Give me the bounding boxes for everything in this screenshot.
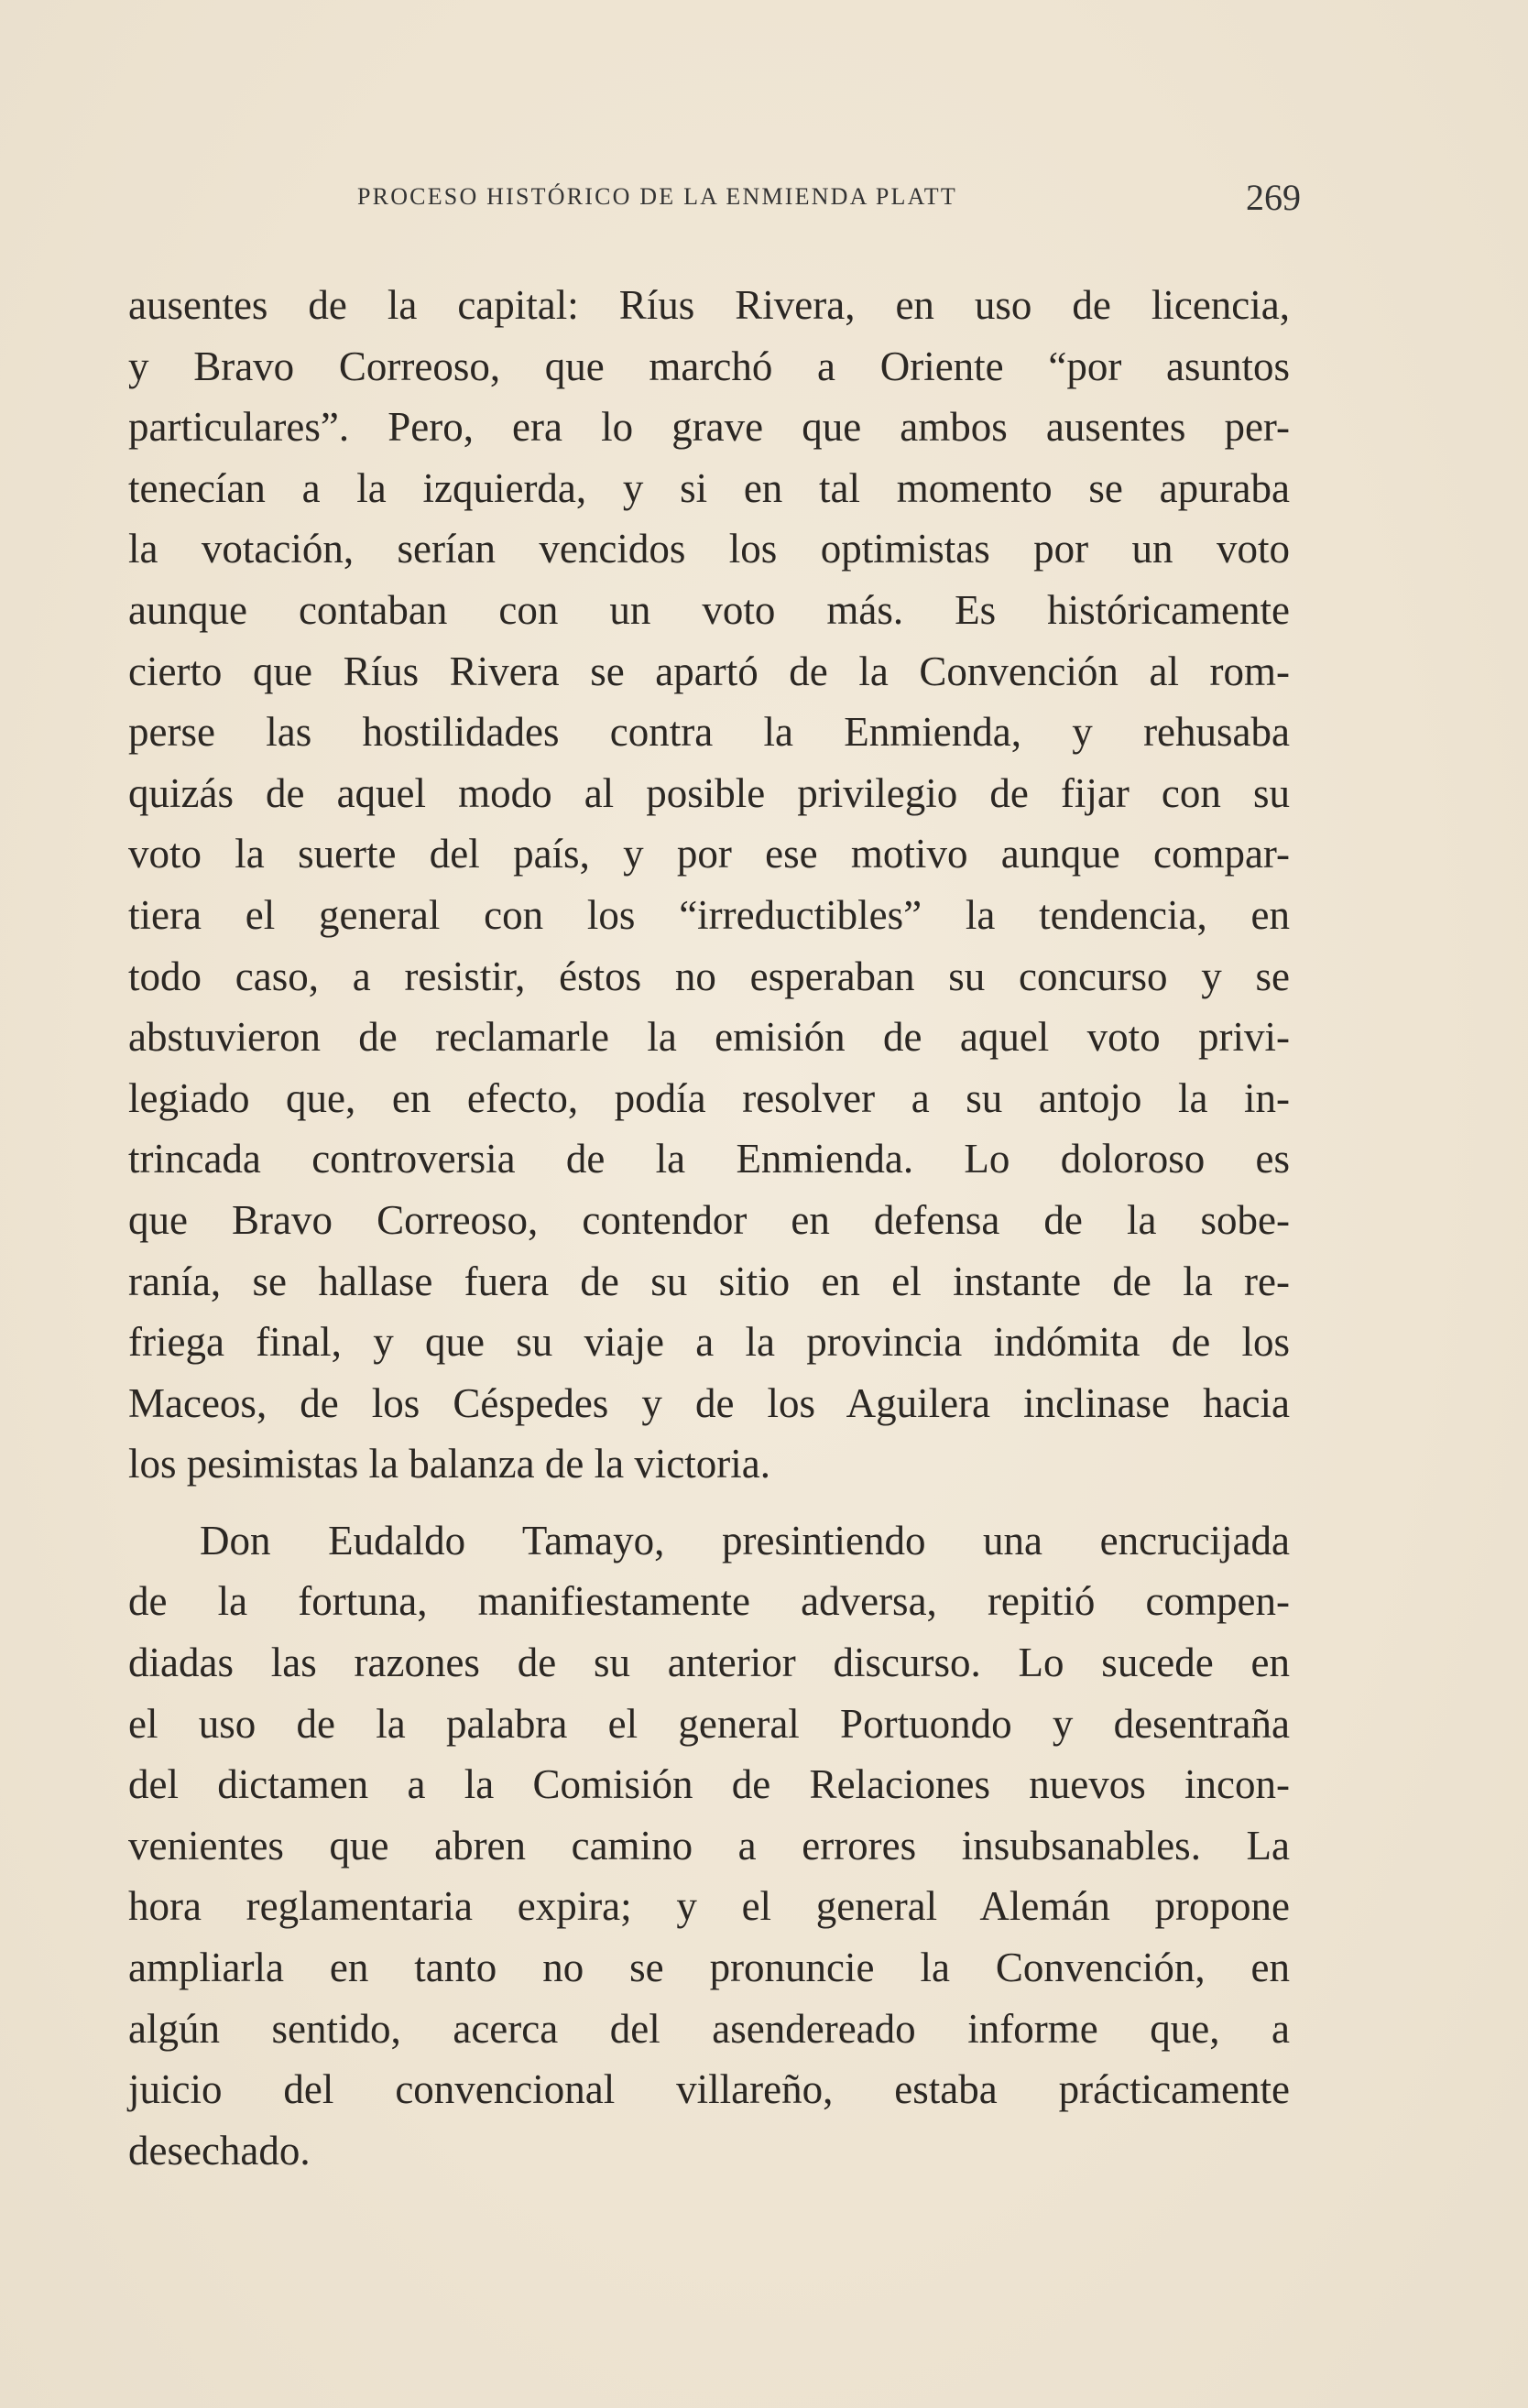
text-line: legiado que, en efecto, podía resolver a su antojo la in- [128, 1074, 1290, 1121]
text-line: abstuvieron de reclamarle la emisión de aquel voto privi- [128, 1014, 1290, 1061]
text-line: diadas las razones de su anterior discurso. Lo sucede en [128, 1640, 1290, 1686]
text-line: trincada controversia de la Enmienda. Lo doloroso es [128, 1136, 1290, 1182]
text-line: ausentes de la capital: Ríus Rivera, en uso de licencia, [128, 282, 1290, 328]
text-line: desechado. [128, 2127, 311, 2174]
text-line: algún sentido, acerca del asendereado informe que, a [128, 2005, 1290, 2052]
body-text [128, 275, 1290, 2181]
text-line: quizás de aquel modo al posible privilegio de fijar con su [128, 769, 1290, 816]
text-line: voto la suerte del país, y por ese motivo aunque compar- [128, 831, 1290, 877]
page-number: 269 [1246, 177, 1301, 218]
text-line: aunque contaban con un voto más. Es históricamente [128, 586, 1290, 633]
text-line: de la fortuna, manifiestamente adversa, repitió compen- [128, 1578, 1290, 1625]
text-line: tiera el general con los “irreductibles” la tendencia, en [128, 891, 1290, 938]
text-line: y Bravo Correoso, que marchó a Oriente “por asuntos [128, 343, 1290, 389]
text-line: cierto que Ríus Rivera se apartó de la Convención al rom- [128, 648, 1290, 694]
text-line: que Bravo Correoso, contendor en defensa de la sobe- [128, 1196, 1290, 1243]
text-line: venientes que abren camino a errores insubsanables. La [128, 1822, 1290, 1869]
text-line: Don Eudaldo Tamayo, presintiendo una encrucijada [200, 1517, 1290, 1564]
text-line: ranía, se hallase fuera de su sitio en el instante de la re- [128, 1258, 1290, 1304]
text-line: el uso de la palabra el general Portuondo y desentraña [128, 1700, 1290, 1747]
text-line: tenecían a la izquierda, y si en tal momento se apuraba [128, 464, 1290, 511]
text-line: la votación, serían vencidos los optimistas por un voto [128, 526, 1290, 572]
text-line: hora reglamentaria expira; y el general Alemán propone [128, 1883, 1290, 1930]
text-line: juicio del convencional villareño, estaba prácticamente [128, 2066, 1290, 2113]
text-line: friega final, y que su viaje a la provincia indómita de los [128, 1319, 1290, 1366]
paragraph-2 [128, 1510, 1290, 2182]
text-line: Maceos, de los Céspedes y de los Aguilera inclinase hacia [128, 1379, 1290, 1426]
text-line: todo caso, a resistir, éstos no esperaban su concurso y se [128, 953, 1290, 999]
paragraph-1 [128, 275, 1290, 1495]
paragraph-gap [128, 1495, 1290, 1510]
text-line: del dictamen a la Comisión de Relaciones nuevos incon- [128, 1761, 1290, 1808]
text-line: los pesimistas la balanza de la victoria. [128, 1441, 771, 1487]
text-line: ampliarla en tanto no se pronuncie la Convención, en [128, 1945, 1290, 1991]
page-header [128, 177, 1301, 229]
text-line: perse las hostilidades contra la Enmienda, y rehusaba [128, 709, 1290, 756]
text-line: particulares”. Pero, era lo grave que ambos ausentes per- [128, 404, 1290, 451]
running-title: PROCESO HISTÓRICO DE LA ENMIENDA PLATT [357, 183, 957, 210]
